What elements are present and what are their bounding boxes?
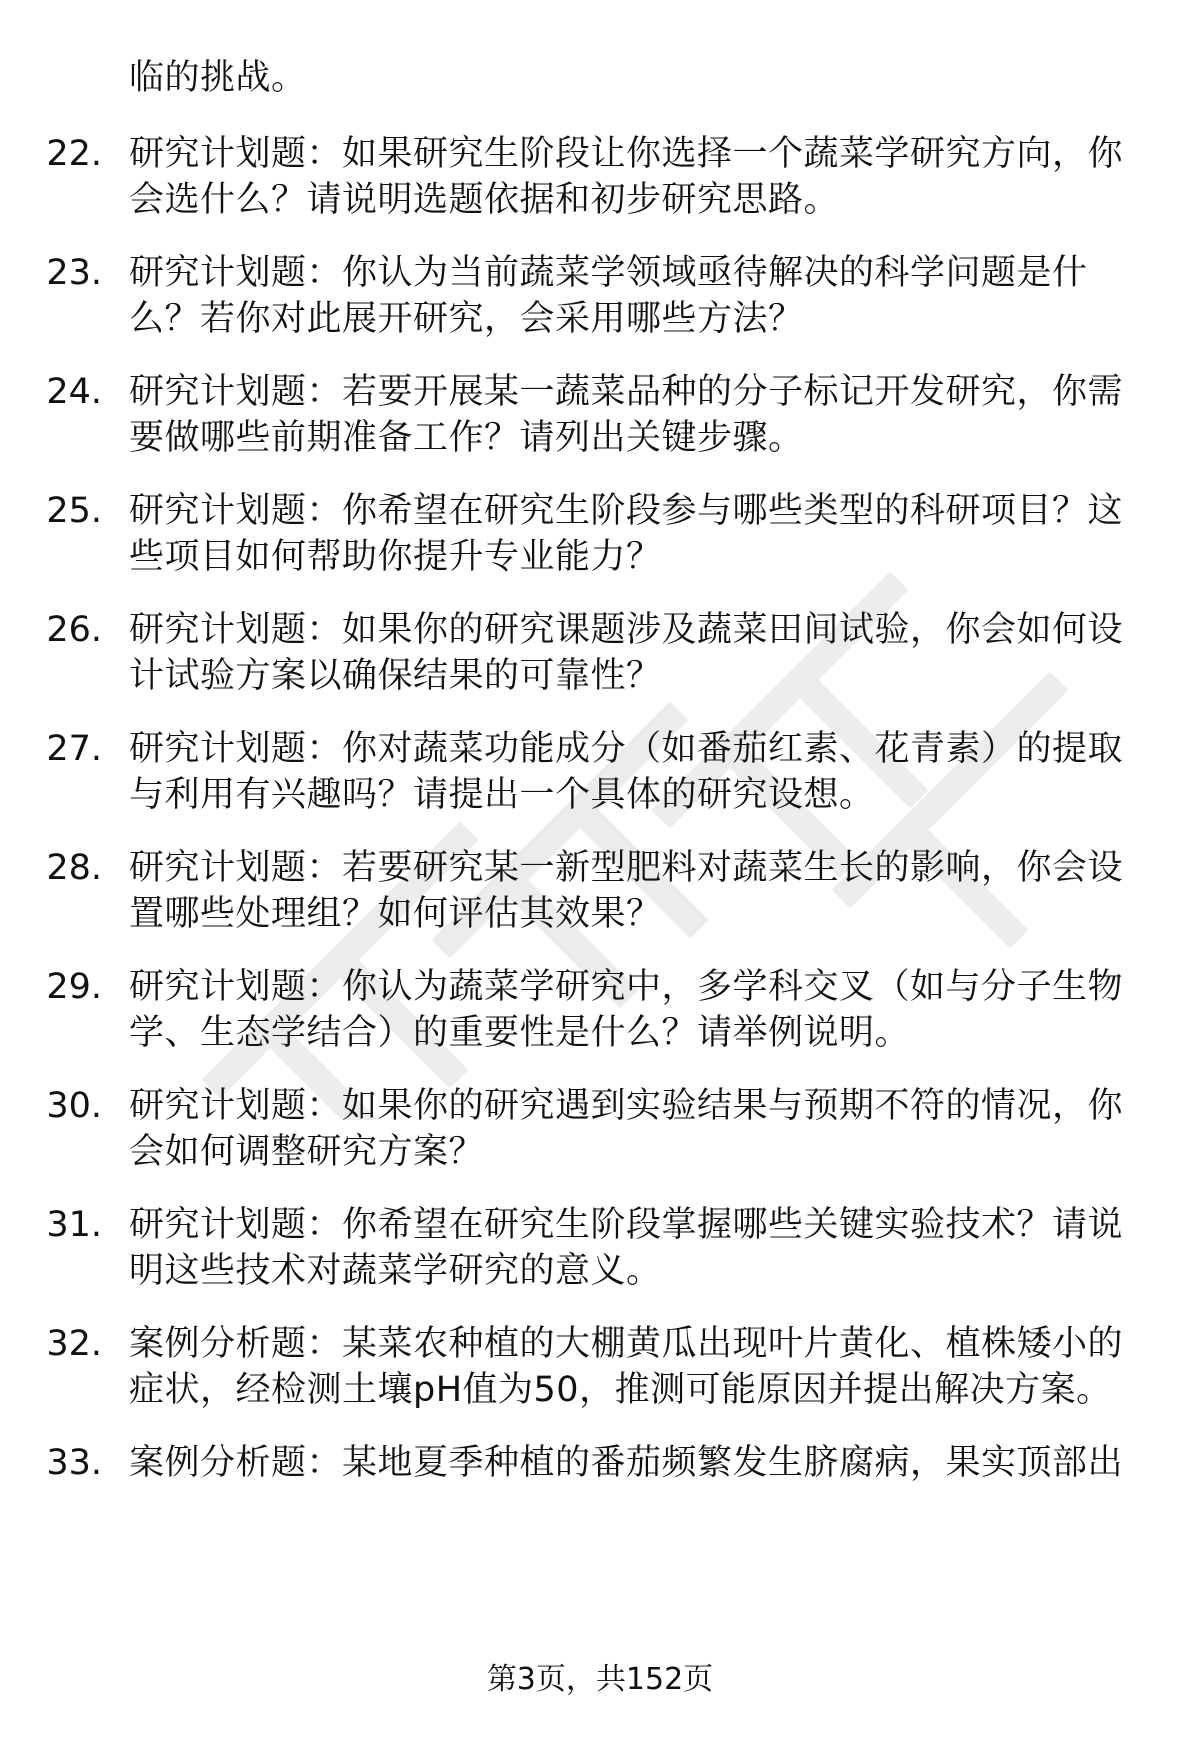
question-text-line: 要做哪些前期准备工作？请列出关键步骤。 bbox=[129, 418, 804, 458]
question-text-line: 么？若你对此展开研究，会采用哪些方法？ bbox=[129, 299, 804, 339]
question-text-line: 症状，经检测土壤pH值为50，推测可能原因并提出解决方案。 bbox=[129, 1370, 1112, 1410]
question-number: 28. bbox=[46, 848, 102, 888]
question-text-line: 研究计划题：如果研究生阶段让你选择一个蔬菜学研究方向，你 bbox=[129, 134, 1124, 174]
question-text-line: 学、生态学结合）的重要性是什么？请举例说明。 bbox=[129, 1013, 911, 1053]
question-number: 23. bbox=[46, 253, 102, 293]
question-text-line: 计试验方案以确保结果的可靠性？ bbox=[129, 656, 662, 696]
question-number: 31. bbox=[46, 1205, 102, 1245]
question-number: 32. bbox=[46, 1324, 102, 1364]
question-text-line: 案例分析题：某地夏季种植的番茄频繁发生脐腐病，果实顶部出 bbox=[129, 1443, 1124, 1483]
question-text-line: 与利用有兴趣吗？请提出一个具体的研究设想。 bbox=[129, 775, 875, 815]
question-text-line: 明这些技术对蔬菜学研究的意义。 bbox=[129, 1251, 662, 1291]
question-text-line: 研究计划题：若要开展某一蔬菜品种的分子标记开发研究，你需 bbox=[129, 372, 1124, 412]
page-footer: 第3页，共152页 bbox=[486, 1662, 714, 1697]
question-text-line: 会如何调整研究方案？ bbox=[129, 1132, 485, 1172]
question-text-line: 研究计划题：你认为蔬菜学研究中，多学科交叉（如与分子生物 bbox=[129, 967, 1124, 1007]
question-number: 22. bbox=[46, 134, 102, 174]
question-text-line: 研究计划题：你希望在研究生阶段掌握哪些关键实验技术？请说 bbox=[129, 1205, 1124, 1245]
question-text-line: 研究计划题：你希望在研究生阶段参与哪些类型的科研项目？这 bbox=[129, 491, 1124, 531]
question-text-line: 案例分析题：某菜农种植的大棚黄瓜出现叶片黄化、植株矮小的 bbox=[129, 1324, 1124, 1364]
question-number: 25. bbox=[46, 491, 102, 531]
question-number: 30. bbox=[46, 1086, 102, 1126]
question-text-line: 研究计划题：你对蔬菜功能成分（如番茄红素、花青素）的提取 bbox=[129, 729, 1124, 769]
question-text-line: 研究计划题：如果你的研究遇到实验结果与预期不符的情况，你 bbox=[129, 1086, 1124, 1126]
question-text-line: 研究计划题：你认为当前蔬菜学领域亟待解决的科学问题是什 bbox=[129, 253, 1088, 293]
carry-over-line: 临的挑战。 bbox=[129, 58, 307, 98]
question-text-line: 些项目如何帮助你提升专业能力？ bbox=[129, 537, 662, 577]
question-number: 33. bbox=[46, 1443, 102, 1483]
question-number: 26. bbox=[46, 610, 102, 650]
question-text-line: 置哪些处理组？如何评估其效果？ bbox=[129, 894, 662, 934]
question-text-line: 研究计划题：若要研究某一新型肥料对蔬菜生长的影响，你会设 bbox=[129, 848, 1124, 888]
question-number: 27. bbox=[46, 729, 102, 769]
question-number: 29. bbox=[46, 967, 102, 1007]
question-text-line: 会选什么？请说明选题依据和初步研究思路。 bbox=[129, 180, 840, 220]
question-number: 24. bbox=[46, 372, 102, 412]
question-text-line: 研究计划题：如果你的研究课题涉及蔬菜田间试验，你会如何设 bbox=[129, 610, 1124, 650]
